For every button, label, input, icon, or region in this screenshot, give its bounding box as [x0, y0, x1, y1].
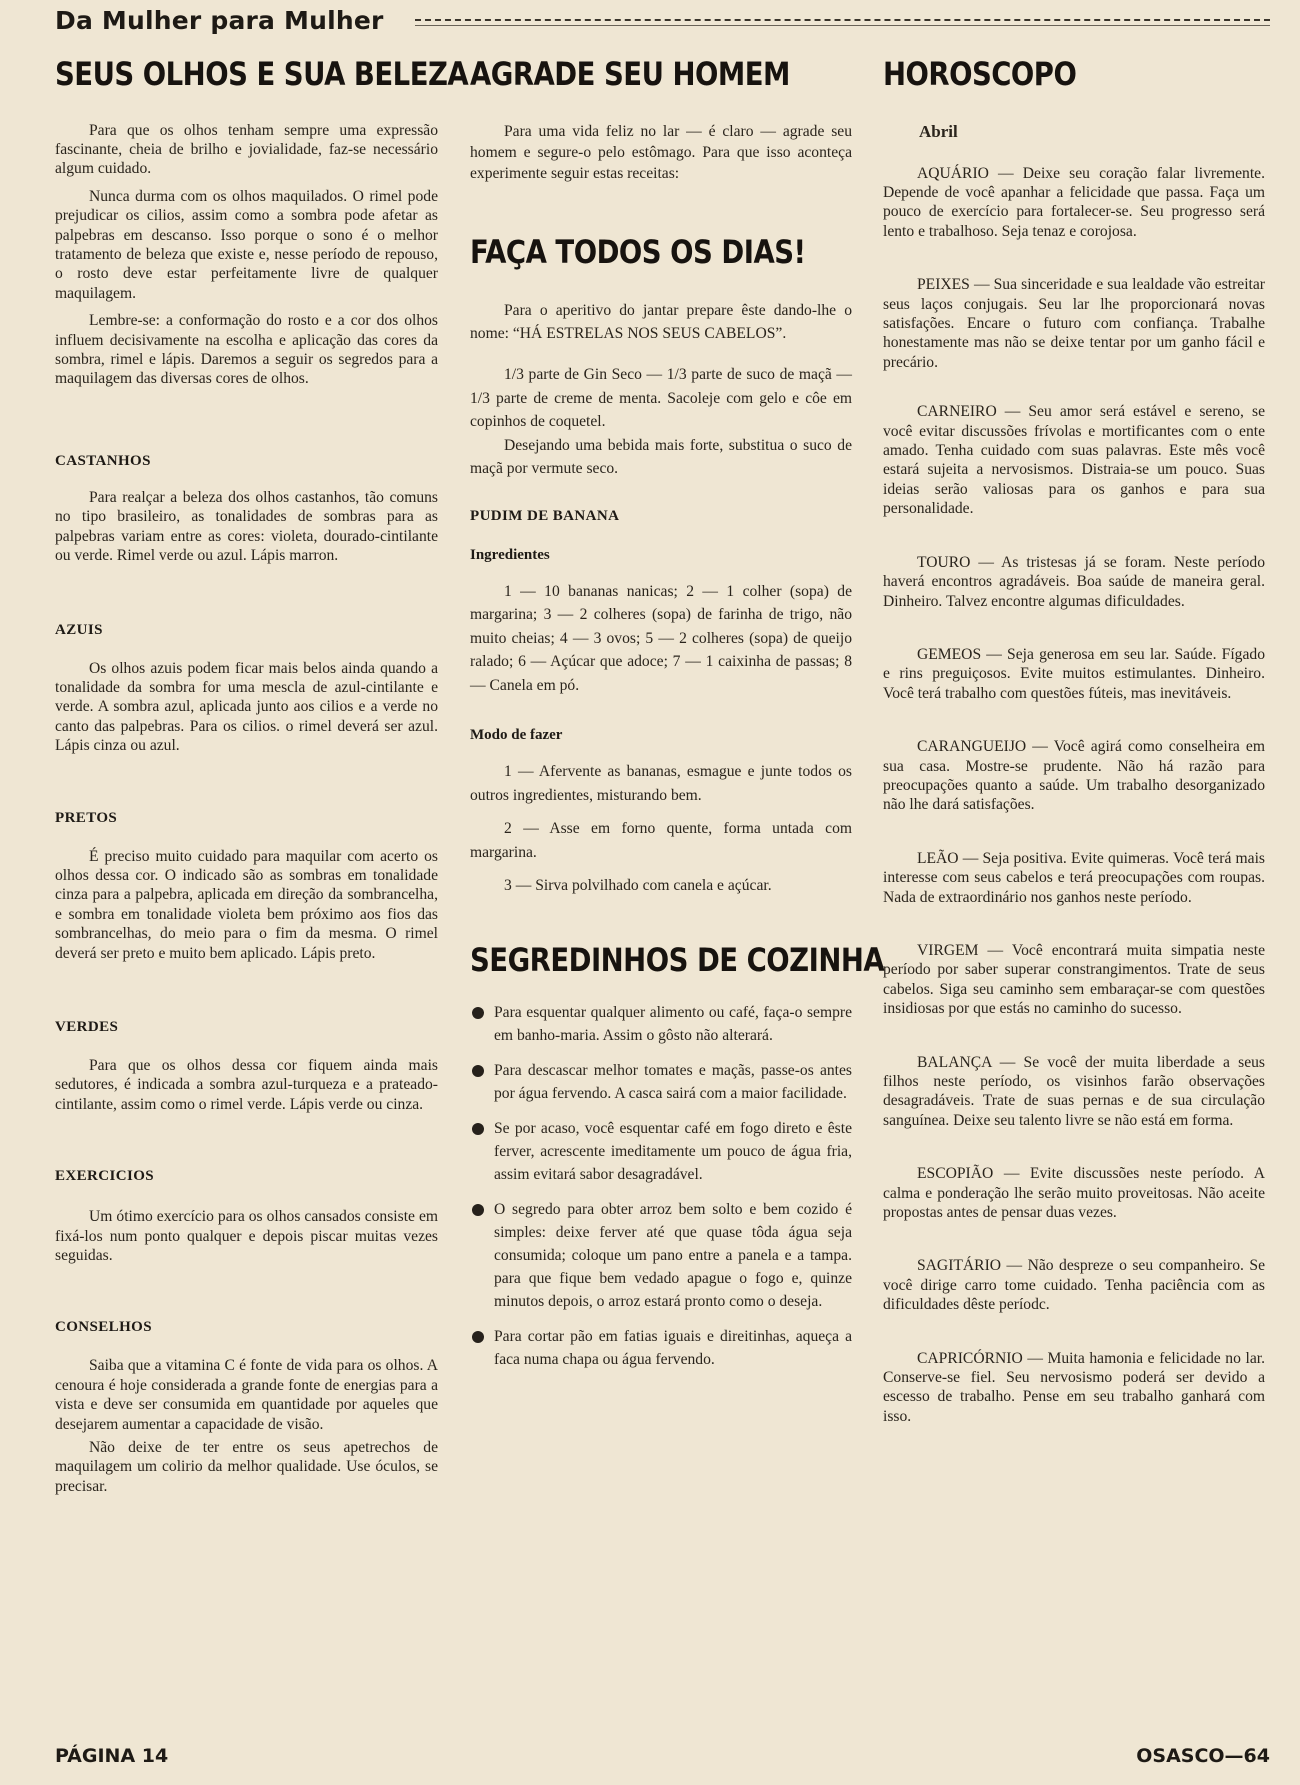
- tip-text: Para cortar pão em fatias iguais e direitinhas, aqueça a faca numa chapa ou água fervendo.: [494, 1328, 852, 1369]
- headline-horoscopo: HOROSCOPO: [883, 55, 1077, 93]
- tip-item: [470, 1117, 852, 1186]
- subhead-verdes: VERDES: [55, 1018, 119, 1035]
- header-dashed-rule: [415, 19, 1270, 26]
- subhead-azuis: AZUIS: [55, 621, 103, 638]
- paragraph-aperitivo: Para o aperitivo do jantar prepare êste dando-lhe o nome: “HÁ ESTRELAS NOS SEUS CABELOS”.: [470, 302, 852, 343]
- tip-text: Para esquentar qualquer alimento ou café, faça-o sempre em banho-maria. Assim o gôsto não alterará.: [494, 1004, 852, 1045]
- subhead-pretos: PRETOS: [55, 809, 118, 826]
- section-title: Da Mulher para Mulher: [55, 6, 384, 35]
- sign-carneiro: CARNEIRO — Seu amor será estável e sereno, se você evitar discussões frívolas e mortificantes com o ente amado. Tenha cuidado com suas palavras. Este mês você estará sujeita a nervosismos. Distraia-se um pouco. Suas ideias serão valiosas para os ganhos e para sua personalidade.: [883, 403, 1265, 518]
- headline-faca-todos-os-dias: FAÇA TODOS OS DIAS!: [470, 232, 806, 271]
- sign-leao: LEÃO — Seja positiva. Evite quimeras. Você terá mais interesse com seus cabelos e terá preocupações com roupas. Nada de extraordinário nos ganhos neste período.: [883, 849, 1265, 906]
- intro-paragraph-3: Lembre-se: a conformação do rosto e a cor dos olhos influem decisivamente na escolha e aplicação das cores da sombra, rimel e lápis. Daremos a seguir os segredos para a maquilagem das diversas cores de olhos.: [55, 312, 438, 388]
- sign-gemeos: GEMEOS — Seja generosa em seu lar. Saúde. Fígado e rins preguiçosos. Evite muitos estimulantes. Dinheiro. Você terá trabalho com questões fúteis, mas inevitáveis.: [883, 645, 1265, 702]
- subhead-pudim: PUDIM DE BANANA: [470, 507, 620, 524]
- bullet-icon: [472, 1065, 484, 1077]
- page-number: PÁGINA 14: [55, 1745, 169, 1767]
- paragraph-conselhos-2: Não deixe de ter entre os seus apetrechos de maquilagem um colirio da melhor qualidade. Use óculos, se precisar.: [55, 1439, 438, 1495]
- step-2: 2 — Asse em forno quente, forma untada com margarina.: [470, 820, 852, 861]
- bullet-icon: [472, 1331, 484, 1343]
- sign-touro: TOURO — As tristesas já se foram. Neste período haverá encontros agradáveis. Boa saúde de maneira geral. Dinheiro. Talvez encontre algumas dificuldades.: [883, 553, 1265, 610]
- headline-agrade: AGRADE SEU HOMEM: [470, 55, 790, 93]
- column-eyes: [55, 55, 469, 1496]
- paragraph-exercicios: Um ótimo exercício para os olhos cansados consiste em fixá-los num ponto qualquer e depois piscar muitas vezes seguidas.: [55, 1208, 438, 1264]
- column-recipes: [470, 55, 885, 1371]
- sign-caranguejo: CARANGUEIJO — Você agirá como conselheira em sua casa. Mostre-se prudente. Não há razão para preocupações quanto a saúde. Um trabalho desorganizado não lhe dará satisfações.: [883, 738, 1265, 814]
- bullet-icon: [472, 1204, 484, 1216]
- sign-balanca: BALANÇA — Se você der muita liberdade a seus filhos neste período, os visinhos farão observações desagradáveis. Trate de suas pernas e de sua circulação sanguínea. Deixe seu talento livre se não está em forma.: [883, 1053, 1265, 1129]
- paragraph-drink-variant: Desejando uma bebida mais forte, substitua o suco de maçã por vermute seco.: [470, 436, 852, 477]
- paragraph-ingredientes: 1 — 10 bananas nanicas; 2 — 1 colher (sopa) de margarina; 3 — 2 colheres (sopa) de farinha de trigo, não muito cheias; 4 — 3 ovos; 5 — 2 colheres (sopa) de queijo ralado; 6 — Açúcar que adoce; 7 — 1 caixinha de passas; 8 — Canela em pó.: [470, 582, 852, 694]
- subhead-castanhos: CASTANHOS: [55, 452, 151, 469]
- horoscope-month: Abril: [919, 121, 958, 141]
- section-header: [55, 6, 1270, 40]
- headline-eyes: SEUS OLHOS E SUA BELEZA: [55, 55, 469, 93]
- sign-sagitario: SAGITÁRIO — Não despreze o seu companheiro. Se você dirige carro tome cuidado. Tenha paciência com as dificuldades dêste períodc.: [883, 1257, 1265, 1314]
- headline-segredinhos: SEGREDINHOS DE COZINHA: [470, 940, 885, 979]
- tip-text: Se por acaso, você esquentar café em fogo direto e êste ferver, acrescente imeditamente um pouco de água fria, assim evitará sabor desagradável.: [494, 1120, 852, 1184]
- paragraph-castanhos: Para realçar a beleza dos olhos castanhos, tão comuns no tipo brasileiro, as tonalidades de sombras para as palpebras variam entre as cores: violeta, dourado-cintilante ou verde. Rimel verde ou azul. Lápis marron.: [55, 488, 438, 565]
- step-1: 1 — Afervente as bananas, esmague e junte todos os outros ingredientes, misturando bem.: [470, 763, 852, 804]
- subhead-conselhos: CONSELHOS: [55, 1319, 152, 1336]
- paragraph-azuis: Os olhos azuis podem ficar mais belos ainda quando a tonalidade da sombra for uma mescla de azul-cintilante e verde. A sombra azul, aplicada junto aos cilios e a verde no canto das palpebras. Para os cilios. o rimel deverá ser azul. Lápis cinza ou azul.: [55, 659, 438, 755]
- sign-escorpiao: ESCOPIÃO — Evite discussões neste período. A calma e ponderação lhe serão muito proveitosas. Não aceite propostas antes de pensar duas vezes.: [883, 1165, 1265, 1222]
- intro-paragraph-1: Para que os olhos tenham sempre uma expressão fascinante, cheia de brilho e jovialidade, faz-se necessário algum cuidado.: [55, 121, 438, 178]
- sign-virgem: VIRGEM — Você encontrará muita simpatia neste período por saber superar constrangimentos. Trate de seus cabelos. Siga seu caminho sem embaraçar-se com questões insidiosas por que estás no caminho do sucesso.: [883, 941, 1265, 1018]
- paragraph-pretos: É preciso muito cuidado para maquilar com acerto os olhos dessa cor. O indicado são as sombras em tonalidade cinza para a palpebra, aplicada em direção da sombrancelha, e sombra em tonalidade violeta bem próximo aos fios das sombrancelhas, do meio para o fim da mesma. O rimel deverá ser preto e muito bem aplicado. Lápis preto.: [55, 847, 438, 962]
- tip-text: O segredo para obter arroz bem solto e bem cozido é simples: deixe ferver até que quase tôda água seja consumida; coloque um pano entre a panela e a tampa. para que fique bem vedado apague o fogo e, quinze minutos depois, o arroz estará pronto como o deseja.: [494, 1201, 852, 1311]
- subhead-ingredientes: Ingredientes: [470, 546, 550, 563]
- tip-item: [470, 1059, 852, 1105]
- step-3: 3 — Sirva polvilhado com canela e açúcar.: [504, 877, 772, 895]
- paragraph-drink-recipe: 1/3 parte de Gin Seco — 1/3 parte de suco de maçã — 1/3 parte de creme de menta. Sacoleje com gelo e côe em copinhos de coquetel.: [470, 366, 852, 431]
- paragraph-verdes: Para que os olhos dessa cor fiquem ainda mais sedutores, é indicada a sombra azul-turqueza e a prateado-cintilante, assim como o rimel verde. Lápis verde ou cinza.: [55, 1056, 438, 1113]
- paragraph-conselhos-1: Saiba que a vitamina C é fonte de vida para os olhos. A cenoura é hoje considerada a grande fonte de energias para a vista e deve ser consumida em quantidade por aqueles que desejarem aumentar a capacidade de visão.: [55, 1357, 438, 1433]
- sign-aquario: AQUÁRIO — Deixe seu coração falar livremente. Depende de você apanhar a felicidade que passa. Faça um pouco de exercício para fortalecer-se. Seu progresso será lento e trabalhoso. Seja tenaz e corojosa.: [883, 164, 1265, 240]
- intro-recipes: Para uma vida feliz no lar — é claro — agrade seu homem e segure-o pelo estômago. Para que isso aconteça experimente seguir estas receitas:: [470, 122, 852, 182]
- sign-capricornio: CAPRICÓRNIO — Muita hamonia e felicidade no lar. Conserve-se fiel. Seu nervosismo poderá ser devido a escesso de trabalho. Pense em seu trabalho ganhará com isso.: [883, 1349, 1265, 1425]
- column-horoscope: [883, 55, 1265, 1426]
- subhead-exercicios: EXERCICIOS: [55, 1168, 155, 1185]
- tip-item: [470, 1325, 852, 1371]
- tip-item: [470, 1001, 852, 1047]
- bullet-icon: [472, 1123, 484, 1135]
- tip-text: Para descascar melhor tomates e maçãs, passe-os antes por água fervendo. A casca sairá com a maior facilidade.: [494, 1062, 852, 1103]
- bullet-icon: [472, 1007, 484, 1019]
- edition-label: OSASCO—64: [1136, 1745, 1270, 1767]
- sign-peixes: PEIXES — Sua sinceridade e sua lealdade vão estreitar seus laços conjugais. Seu lar lhe proporcionará novas satisfações. Encare o futuro com confiança. Trabalhe honestamente mas não se deixe tentar por um ganho fácil e precário.: [883, 276, 1265, 371]
- subhead-modo-de-fazer: Modo de fazer: [470, 727, 563, 744]
- tip-item: [470, 1198, 852, 1313]
- intro-paragraph-2: Nunca durma com os olhos maquilados. O rimel pode prejudicar os cilios, assim como a sombra pode afetar as palpebras em descanso. Isso porque o sono é o melhor tratamento de beleza que existe e, nesse período de repouso, o rosto deve estar perfeitamente livre de qualquer maquilagem.: [55, 187, 438, 302]
